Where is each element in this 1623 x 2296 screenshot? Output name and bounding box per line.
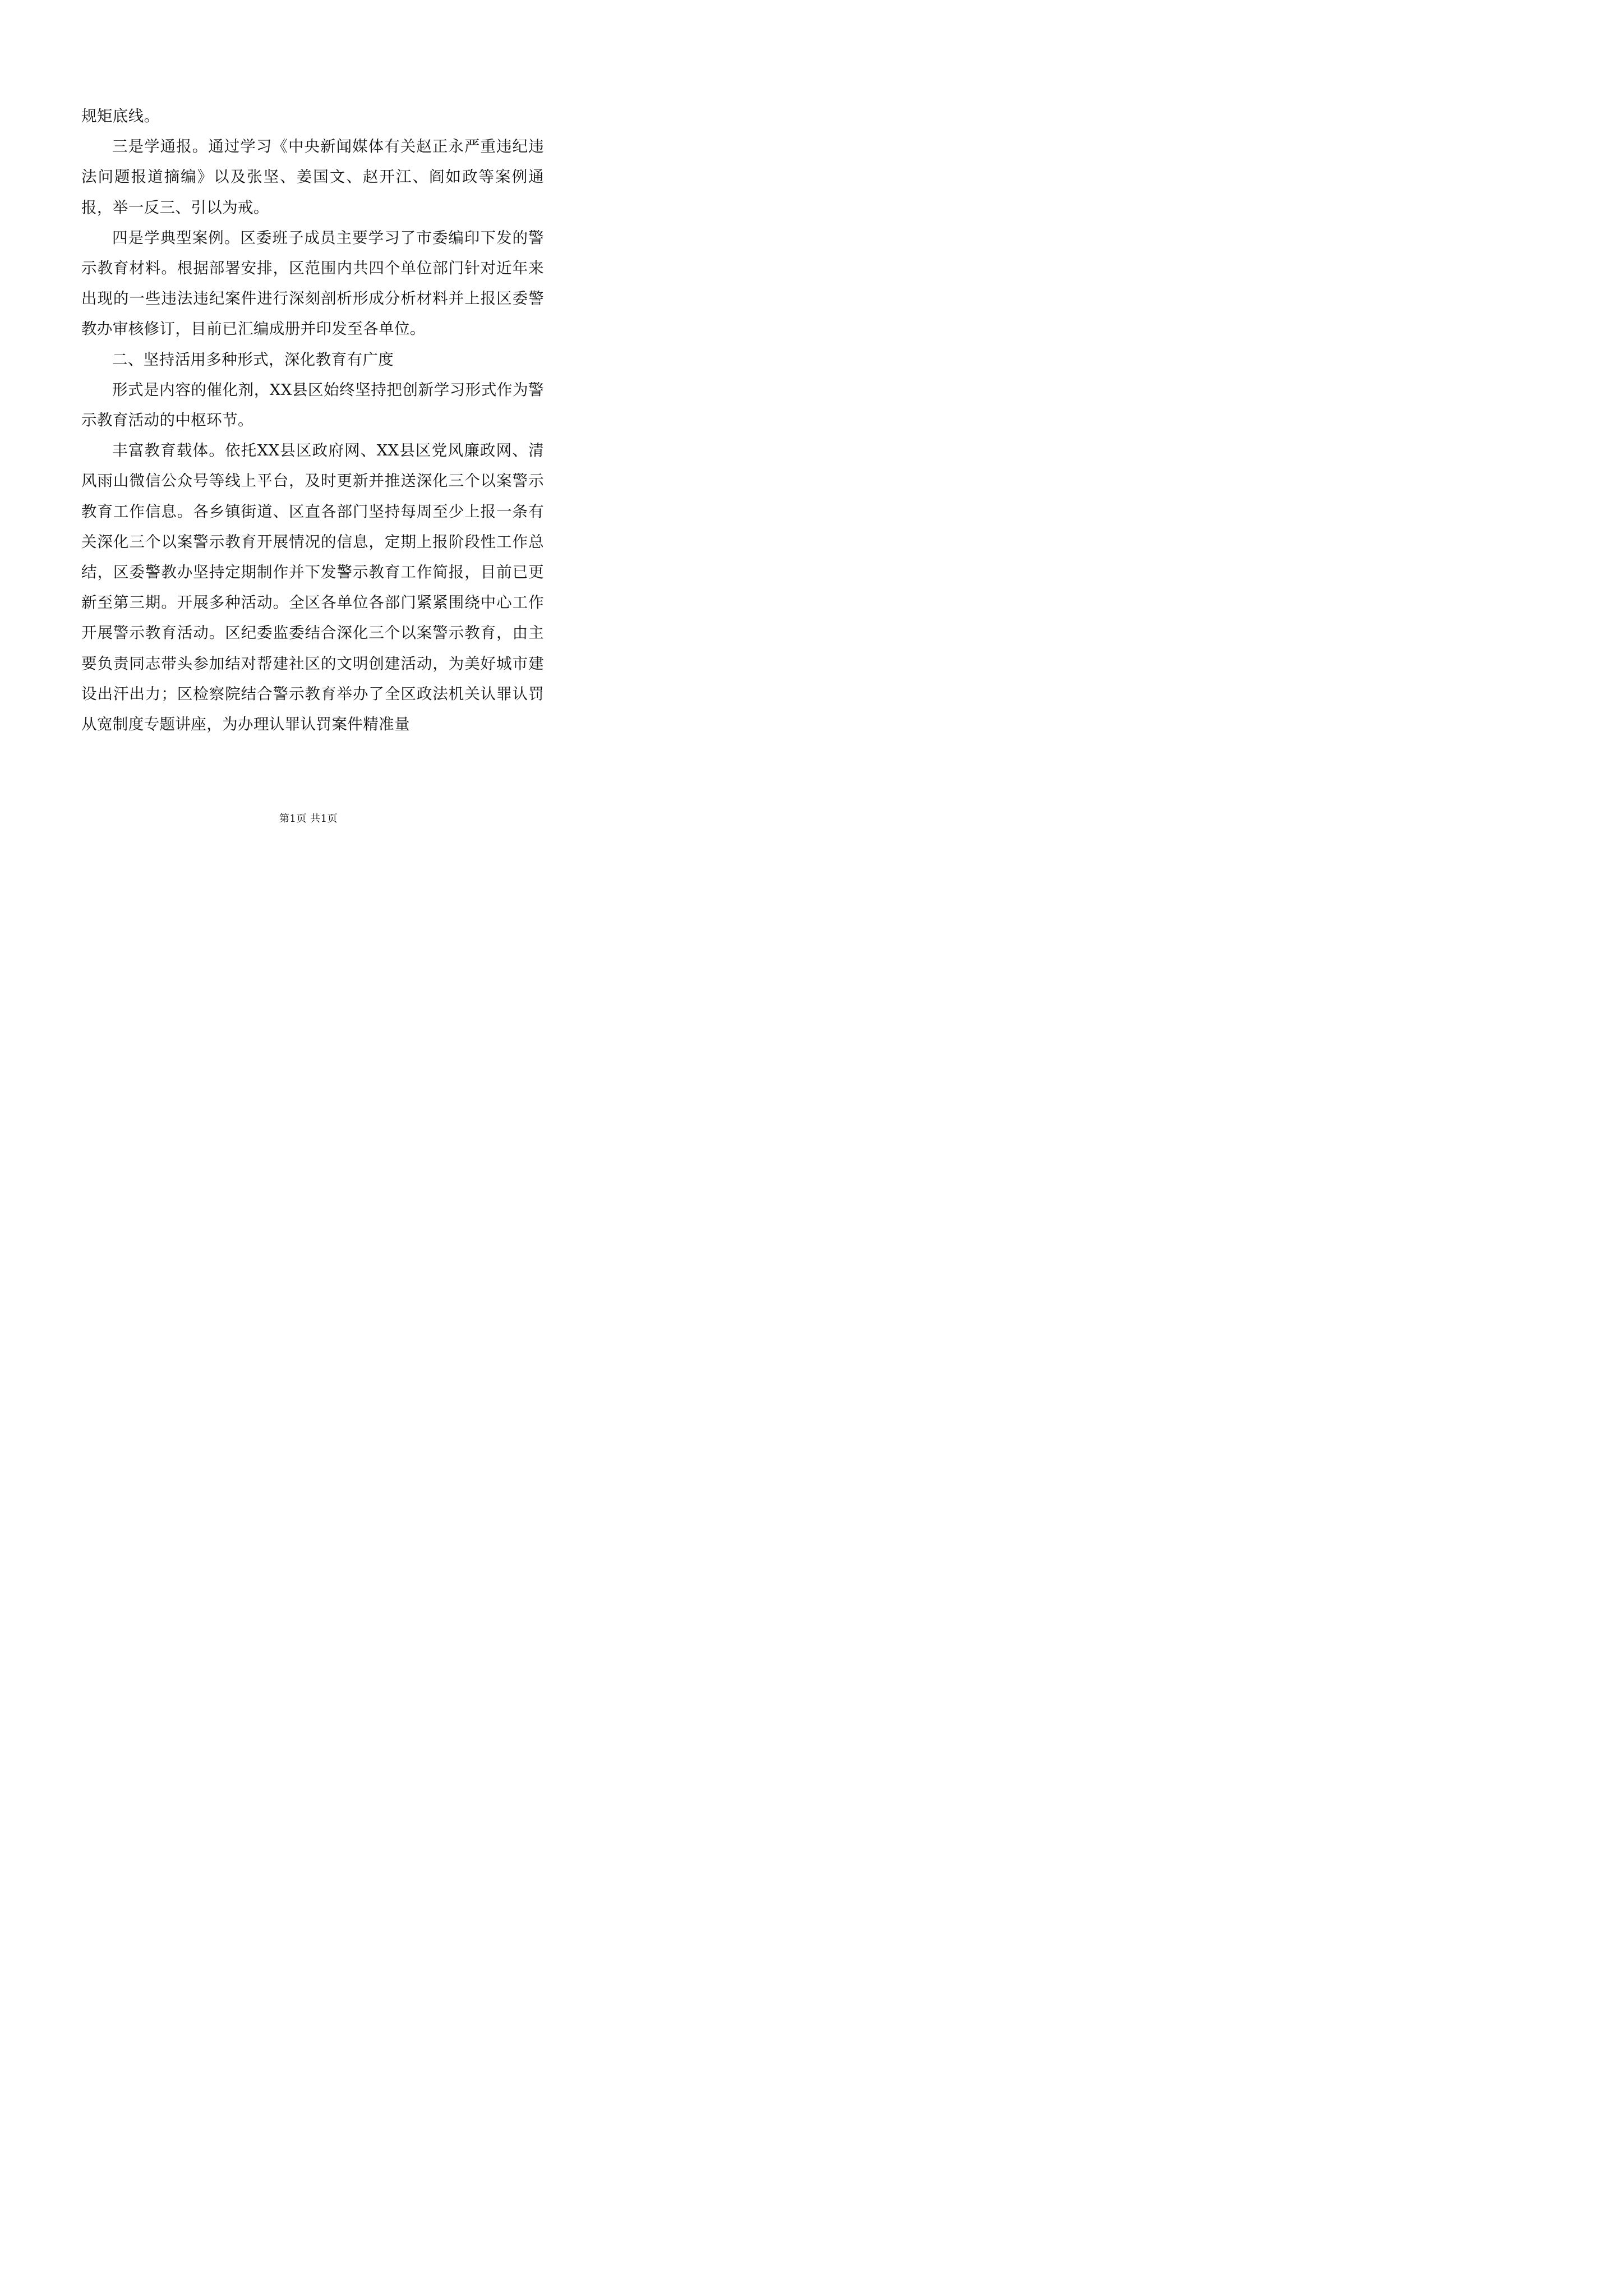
paragraph-form-catalyst: 形式是内容的催化剂，XX县区始终坚持把创新学习形式作为警示教育活动的中枢环节。 xyxy=(81,380,544,430)
page-footer: 第1页 共1页 xyxy=(279,813,338,825)
section-heading-forms: 二、坚持活用多种形式，深化教育有广度 xyxy=(112,350,394,369)
paragraph-study-bulletin: 三是学通报。通过学习《中央新闻媒体有关赵正永严重违纪违法问题报道摘编》以及张坚、姜国文、赵开江、阎如政等案例通报，举一反三、引以为戒。 xyxy=(81,137,544,217)
document-page xyxy=(0,0,617,873)
paragraph-continuation: 规矩底线。 xyxy=(81,107,160,125)
document-body xyxy=(81,101,544,739)
paragraph-typical-cases: 四是学典型案例。区委班子成员主要学习了市委编印下发的警示教育材料。根据部署安排，区范围内共四个单位部门针对近年来出现的一些违法违纪案件进行深刻剖析形成分析材料并上报区委警教办审核修订，目前已汇编成册并印发至各单位。 xyxy=(81,228,544,338)
paragraph-enrich-carriers: 丰富教育载体。依托XX县区政府网、XX县区党风廉政网、清风雨山微信公众号等线上平台，及时更新并推送深化三个以案警示教育工作信息。各乡镇街道、区直各部门坚持每周至少上报一条有关深化三个以案警示教育开展情况的信息，定期上报阶段性工作总结，区委警教办坚持定期制作并下发警示教育工作简报，目前已更新至第三期。开展多种活动。全区各单位各部门紧紧围绕中心工作开展警示教育活动。区纪委监委结合深化三个以案警示教育，由主要负责同志带头参加结对帮建社区的文明创建活动，为美好城市建设出汗出力；区检察院结合警示教育举办了全区政法机关认罪认罚从宽制度专题讲座，为办理认罪认罚案件精准量 xyxy=(81,441,544,734)
